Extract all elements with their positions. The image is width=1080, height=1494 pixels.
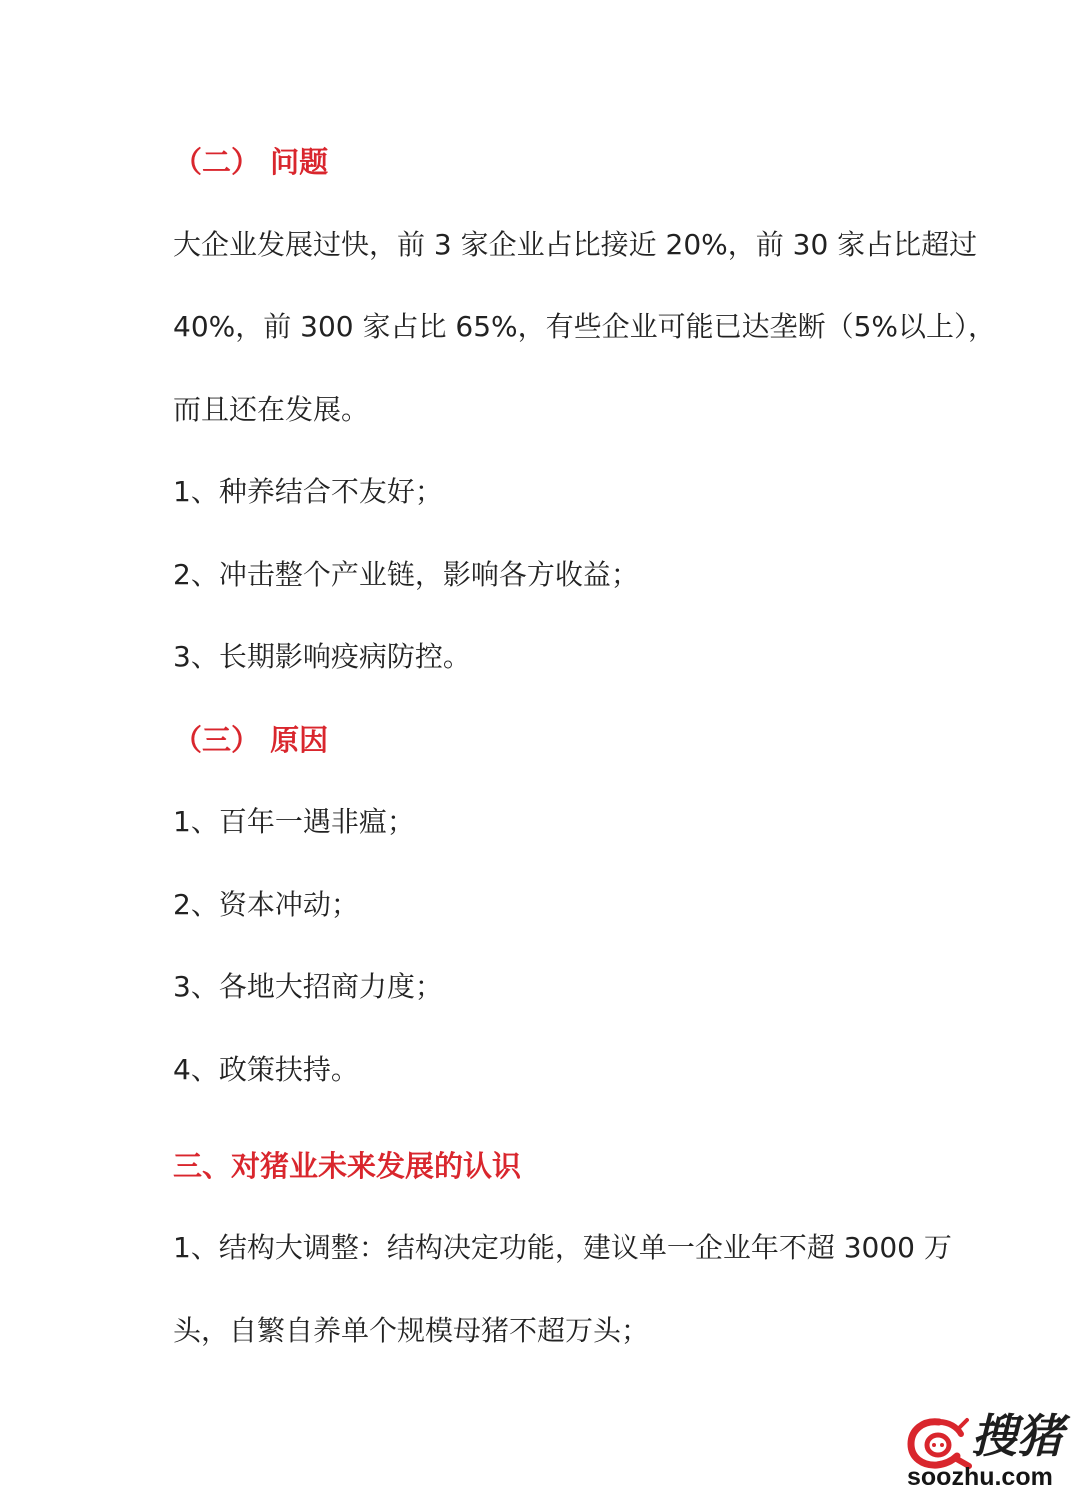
problem-list-item: 2、冲击整个产业链，影响各方收益；	[173, 558, 639, 591]
section-heading-future: 三、对猪业未来发展的认识	[173, 1149, 522, 1183]
subsection-heading-causes: （三） 原因	[173, 723, 329, 757]
problem-list-item: 3、长期影响疫病防控。	[173, 640, 471, 673]
cause-list-item: 4、政策扶持。	[173, 1053, 359, 1086]
problem-paragraph-line-2: 40%，前 300 家占比 65%，有些企业可能已达垄断（5%以上），	[173, 310, 997, 343]
problem-list-item: 1、种养结合不友好；	[173, 475, 443, 508]
future-item-line-1: 1、结构大调整：结构决定功能，建议单一企业年不超 3000 万	[173, 1231, 952, 1264]
watermark-url: soozhu.com	[907, 1463, 1053, 1491]
cause-list-item: 2、资本冲动；	[173, 888, 359, 921]
cause-list-item: 3、各地大招商力度；	[173, 970, 443, 1003]
future-item-line-2: 头，自繁自养单个规模母猪不超万头；	[173, 1314, 650, 1347]
problem-paragraph-line-1: 大企业发展过快，前 3 家企业占比接近 20%，前 30 家占比超过	[173, 228, 978, 261]
problem-paragraph-line-3: 而且还在发展。	[173, 393, 370, 426]
soozhu-watermark	[905, 1408, 1075, 1490]
subsection-heading-problems: （二） 问题	[173, 145, 329, 179]
cause-list-item: 1、百年一遇非瘟；	[173, 805, 415, 838]
watermark-brand-name: 搜猪	[971, 1409, 1063, 1463]
